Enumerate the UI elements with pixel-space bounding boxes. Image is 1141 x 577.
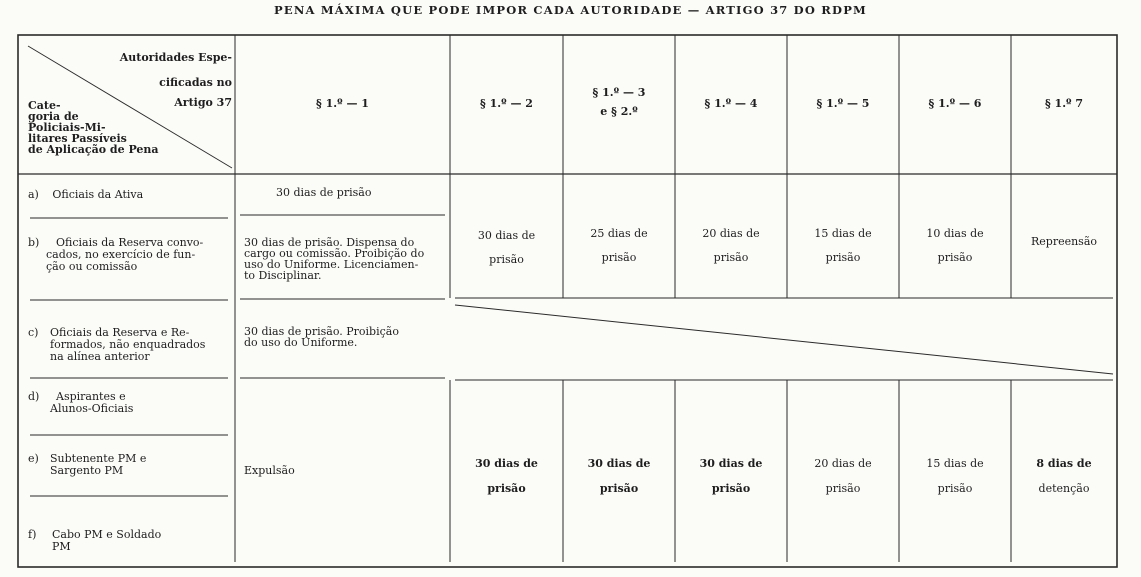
cell-text: 30 dias de <box>475 457 538 470</box>
dash-line <box>455 305 1113 374</box>
cell-text: detenção <box>1038 482 1090 495</box>
category-label: PM <box>52 540 71 553</box>
column-header <box>563 86 675 119</box>
corner-text: Artigo 37 <box>174 96 232 109</box>
upper-penalty-col3 <box>563 222 675 270</box>
category-label: na alínea anterior <box>50 350 150 363</box>
lower-penalty-col7 <box>1011 451 1117 501</box>
upper-penalty-col6 <box>899 222 1011 270</box>
category-e <box>28 453 233 477</box>
column-header: § 1.º — 5 <box>816 97 870 110</box>
category-label: ção ou comissão <box>46 260 138 273</box>
category-letter: d) <box>28 390 40 403</box>
category-label: Aspirantes e <box>56 390 126 403</box>
cell-text: 30 dias de prisão. Proibição <box>244 325 399 338</box>
category-d <box>28 391 233 415</box>
cell-text: uso do Uniforme. Licenciamen- <box>244 258 419 271</box>
lower-penalty-col5 <box>787 451 899 501</box>
corner-text: goria de <box>28 110 79 123</box>
category-f <box>28 529 233 553</box>
page-title: PENA MÁXIMA QUE PODE IMPOR CADA AUTORIDADE — ARTIGO 37 DO RDPM <box>274 3 867 17</box>
cell-text: prisão <box>601 251 637 264</box>
category-label: Oficiais da Ativa <box>52 188 144 201</box>
category-letter: e) <box>28 452 39 465</box>
column-header: § 1.º — 6 <box>928 97 982 110</box>
column-header-line: § 1.º — 3 <box>592 86 646 99</box>
column-header: § 1.º — 4 <box>704 97 758 110</box>
column-header-line: e § 2.º <box>600 105 638 118</box>
cell-text: do uso do Uniforme. <box>244 336 358 349</box>
cell-text: 20 dias de <box>702 227 760 240</box>
cell-text: 10 dias de <box>926 227 984 240</box>
cell-text: 30 dias de prisão. Dispensa do <box>244 236 415 249</box>
cell-text: prisão <box>713 251 749 264</box>
upper-penalty-col2 <box>450 224 563 272</box>
cell-text: prisão <box>937 482 973 495</box>
corner-text: de Aplicação de Pena <box>28 143 159 156</box>
cell-text: prisão <box>937 251 973 264</box>
cell-text: 30 dias de <box>699 457 763 470</box>
upper-penalty-col7 <box>1011 236 1117 248</box>
cell-text: prisão <box>599 482 639 495</box>
corner-text: Cate- <box>28 99 61 112</box>
corner-text: Autoridades Espe- <box>119 51 232 64</box>
category-b <box>28 237 233 273</box>
lower-penalty-col4 <box>675 451 787 501</box>
cell-text: prisão <box>487 482 526 495</box>
category-letter: b) <box>28 236 40 249</box>
category-letter: f) <box>28 528 37 541</box>
column-header: § 1.º — 1 <box>316 97 369 110</box>
cell-text: 15 dias de <box>814 227 872 240</box>
lower-penalty-col3 <box>563 451 675 501</box>
cell-text: cargo ou comissão. Proibição do <box>244 247 425 260</box>
column-header: § 1.º — 2 <box>480 97 533 110</box>
cell-text: 20 dias de <box>814 457 872 470</box>
category-label: Oficiais da Reserva e Re- <box>50 326 190 339</box>
category-label: Subtenente PM e <box>50 452 147 465</box>
category-label: formados, não enquadrados <box>50 338 206 351</box>
category-c <box>28 327 233 363</box>
cell-text: prisão <box>489 253 524 266</box>
category-label: Cabo PM e Soldado <box>52 528 162 541</box>
category-label: Oficiais da Reserva convo- <box>56 236 204 249</box>
cell-text: prisão <box>711 482 751 495</box>
column-header: § 1.º 7 <box>1044 97 1084 110</box>
cell-c-col1 <box>244 326 449 348</box>
corner-text: litares Passíveis <box>28 132 127 145</box>
cell-text: 15 dias de <box>926 457 984 470</box>
corner-text: Policiais-Mi- <box>28 121 106 134</box>
lower-penalty-col2 <box>450 451 563 501</box>
category-label: cados, no exercício de fun- <box>46 248 196 261</box>
cell-a-col1: 30 dias de prisão <box>276 186 372 199</box>
cell-text: prisão <box>825 482 861 495</box>
cell-text: 25 dias de <box>590 227 648 240</box>
cell-text: 8 dias de <box>1036 457 1092 470</box>
cell-text: 30 dias de <box>587 457 651 470</box>
cell-text: Repreensão <box>1030 235 1098 248</box>
category-letter: c) <box>28 326 39 339</box>
category-label: Alunos-Oficiais <box>50 402 134 415</box>
category-label: Sargento PM <box>50 464 124 477</box>
corner-text: cificadas no <box>159 76 232 89</box>
upper-penalty-col4 <box>675 222 787 270</box>
corner-bottom-left <box>28 100 228 155</box>
cell-text: prisão <box>825 251 861 264</box>
lower-penalty-col6 <box>899 451 1011 501</box>
cell-b-col1 <box>244 237 449 281</box>
cell-def-col1: Expulsão <box>244 464 295 477</box>
cell-text: 30 dias de <box>477 229 536 242</box>
category-a <box>28 189 143 201</box>
upper-penalty-col5 <box>787 222 899 270</box>
cell-text: to Disciplinar. <box>244 269 322 282</box>
category-letter: a) <box>28 188 39 201</box>
